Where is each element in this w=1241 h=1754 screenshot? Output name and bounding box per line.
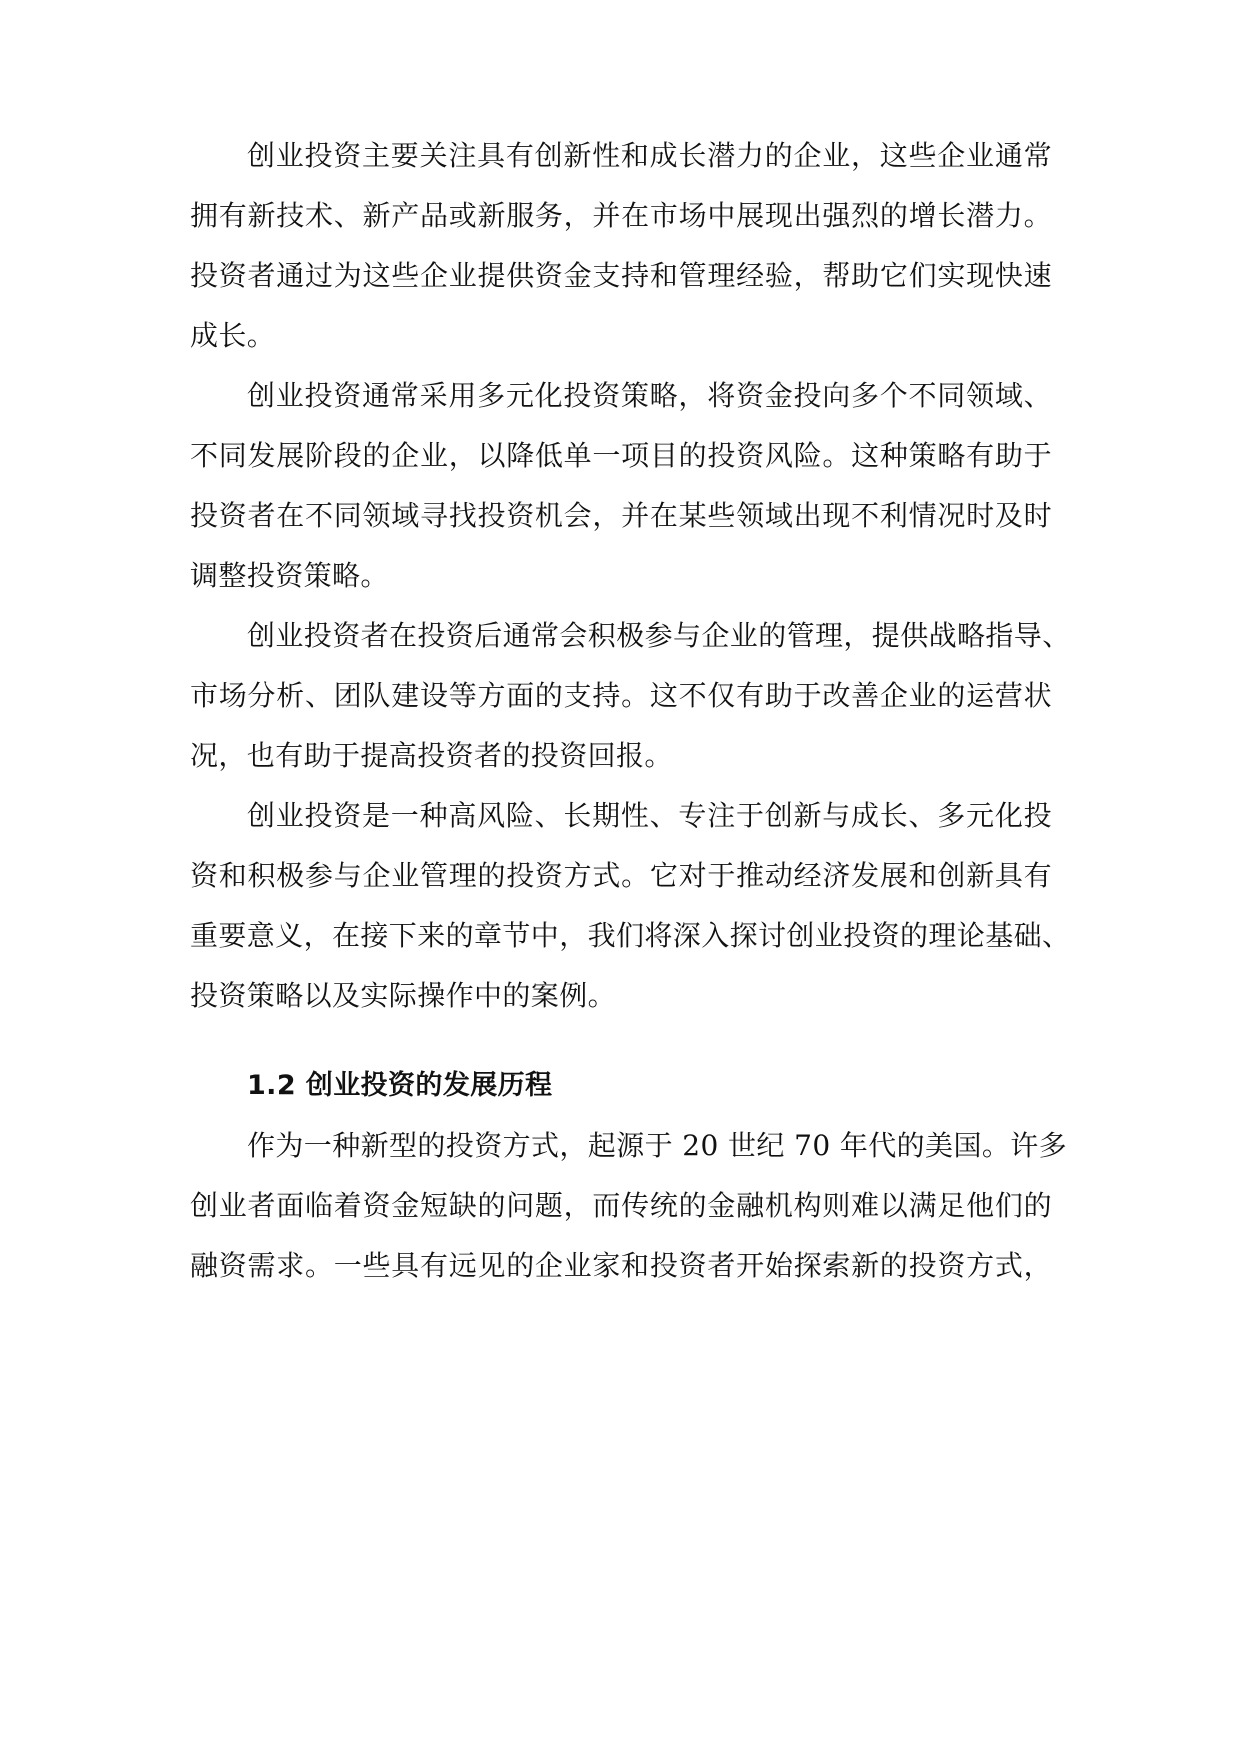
paragraph-1-line-1: 创业投资主要关注具有创新性和成长潜力的企业，这些企业通常 — [247, 139, 1052, 172]
paragraph-4-line-4: 投资策略以及实际操作中的案例。 — [190, 979, 617, 1012]
section-heading: 1.2 创业投资的发展历程 — [247, 1070, 553, 1101]
paragraph-2-line-1: 创业投资通常采用多元化投资策略，将资金投向多个不同领域、 — [247, 379, 1052, 412]
paragraph-3-line-1: 创业投资者在投资后通常会积极参与企业的管理，提供战略指导、 — [247, 619, 1071, 652]
section-paragraph-line-2: 创业者面临着资金短缺的问题，而传统的金融机构则难以满足他们的 — [190, 1189, 1052, 1222]
paragraph-4-line-3: 重要意义，在接下来的章节中，我们将深入探讨创业投资的理论基础、 — [190, 919, 1071, 952]
section-paragraph-line-1: 作为一种新型的投资方式，起源于 20 世纪 70 年代的美国。许多 — [247, 1129, 1068, 1162]
document-page — [190, 0, 1071, 1754]
paragraph-3-line-2: 市场分析、团队建设等方面的支持。这不仅有助于改善企业的运营状 — [190, 679, 1052, 712]
paragraph-4-line-1: 创业投资是一种高风险、长期性、专注于创新与成长、多元化投 — [247, 799, 1052, 832]
paragraph-4-line-2: 资和积极参与企业管理的投资方式。它对于推动经济发展和创新具有 — [190, 859, 1052, 892]
paragraph-1-line-4: 成长。 — [190, 319, 276, 352]
paragraph-1-line-3: 投资者通过为这些企业提供资金支持和管理经验，帮助它们实现快速 — [190, 259, 1052, 292]
section-paragraph-line-3: 融资需求。一些具有远见的企业家和投资者开始探索新的投资方式， — [190, 1249, 1052, 1282]
paragraph-1-line-2: 拥有新技术、新产品或新服务，并在市场中展现出强烈的增长潜力。 — [190, 199, 1052, 232]
paragraph-2-line-3: 投资者在不同领域寻找投资机会，并在某些领域出现不利情况时及时 — [190, 499, 1052, 532]
paragraph-3-line-3: 况，也有助于提高投资者的投资回报。 — [190, 739, 673, 772]
paragraph-2-line-4: 调整投资策略。 — [190, 559, 389, 592]
paragraph-2-line-2: 不同发展阶段的企业，以降低单一项目的投资风险。这种策略有助于 — [190, 439, 1052, 472]
